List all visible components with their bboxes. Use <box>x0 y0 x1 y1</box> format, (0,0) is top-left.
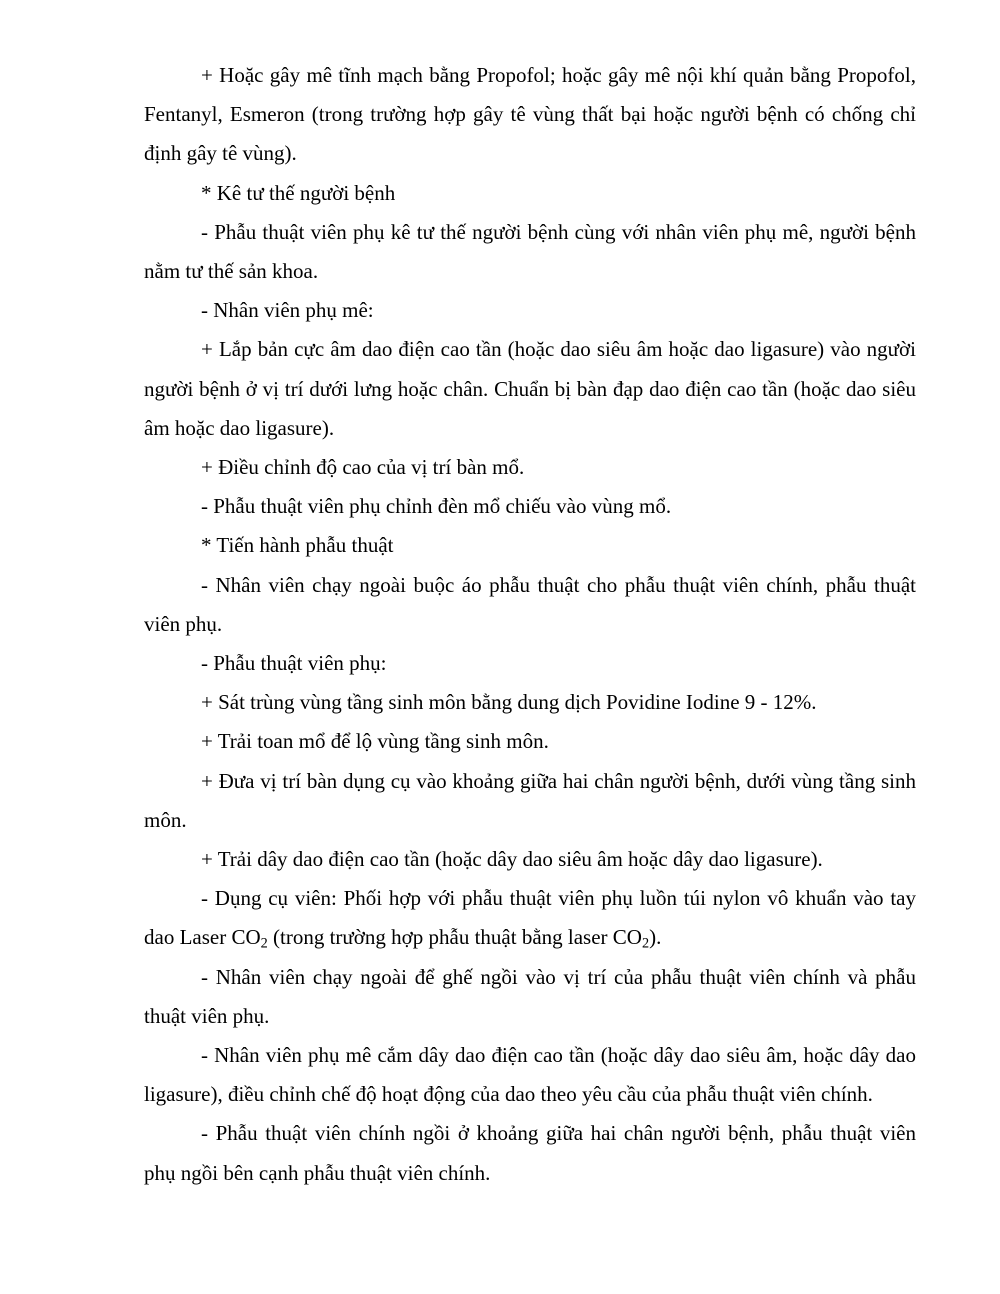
paragraph-electrode-setup: + Lắp bản cực âm dao điện cao tần (hoặc dao siêu âm hoặc dao ligasure) vào người người bệnh ở vị trí dưới lưng hoặc chân. Chuẩn bị bàn đạp dao điện cao tần (hoặc dao siêu âm hoặc dao ligasure). <box>144 337 916 440</box>
paragraph-chair-placement: - Nhân viên chạy ngoài để ghế ngồi vào vị trí của phẫu thuật viên chính và phẫu thuật viên phụ. <box>144 964 916 1028</box>
subscript-2: 2 <box>641 936 650 953</box>
subscript-2: 2 <box>260 936 268 953</box>
paragraph-general-anesthesia: + Hoặc gây mê tĩnh mạch bằng Propofol; hoặc gây mê nội khí quản bằng Propofol, Fentanyl, Esmeron (trong trường hợp gây tê vùng thất bại hoặc người bệnh có chống chỉ định gây tê vùng). <box>144 63 916 166</box>
laser-text-part1: - Dụng cụ viên: Phối hợp với phẫu thuật viên phụ luồn túi nylon vô khuẩn vào tay dao Laser CO <box>144 886 916 950</box>
paragraph-assistant-surgeon: - Phẫu thuật viên phụ: <box>201 651 387 676</box>
laser-text-part3: ). <box>649 925 662 950</box>
paragraph-surgeon-seating: - Phẫu thuật viên chính ngồi ở khoảng giữa hai chân người bệnh, phẫu thuật viên phụ ngồi bên cạnh phẫu thuật viên chính. <box>144 1121 916 1185</box>
paragraph-anesthesia-staff: - Nhân viên phụ mê: <box>201 298 374 323</box>
laser-text-part2: (trong trường hợp phẫu thuật bằng laser CO <box>267 925 642 950</box>
paragraph-cable-laying: + Trải dây dao điện cao tần (hoặc dây dao siêu âm hoặc dây dao ligasure). <box>201 847 823 872</box>
paragraph-cable-connection: - Nhân viên phụ mê cắm dây dao điện cao tần (hoặc dây dao siêu âm, hoặc dây dao ligasure), điều chỉnh chế độ hoạt động của dao theo yêu cầu của phẫu thuật viên chính. <box>144 1043 916 1107</box>
paragraph-instrument-table: + Đưa vị trí bàn dụng cụ vào khoảng giữa hai chân người bệnh, dưới vùng tầng sinh môn. <box>144 768 916 832</box>
paragraph-disinfection: + Sát trùng vùng tầng sinh môn bằng dung dịch Povidine Iodine 9 - 12%. <box>201 690 817 715</box>
paragraph-gowning: - Nhân viên chạy ngoài buộc áo phẫu thuật cho phẫu thuật viên chính, phẫu thuật viên phụ. <box>144 572 916 636</box>
paragraph-table-height: + Điều chỉnh độ cao của vị trí bàn mổ. <box>201 455 525 480</box>
heading-surgery-procedure: * Tiến hành phẫu thuật <box>201 533 394 558</box>
paragraph-laser-co2 <box>144 879 916 957</box>
paragraph-surgical-light: - Phẫu thuật viên phụ chỉnh đèn mổ chiếu vào vùng mổ. <box>201 494 672 519</box>
paragraph-positioning-assistant: - Phẫu thuật viên phụ kê tư thế người bệnh cùng với nhân viên phụ mê, người bệnh nằm tư thế sản khoa. <box>144 219 916 284</box>
heading-patient-positioning: * Kê tư thế người bệnh <box>201 180 396 205</box>
paragraph-draping: + Trải toan mổ để lộ vùng tầng sinh môn. <box>201 729 549 754</box>
document-page <box>144 56 916 1193</box>
